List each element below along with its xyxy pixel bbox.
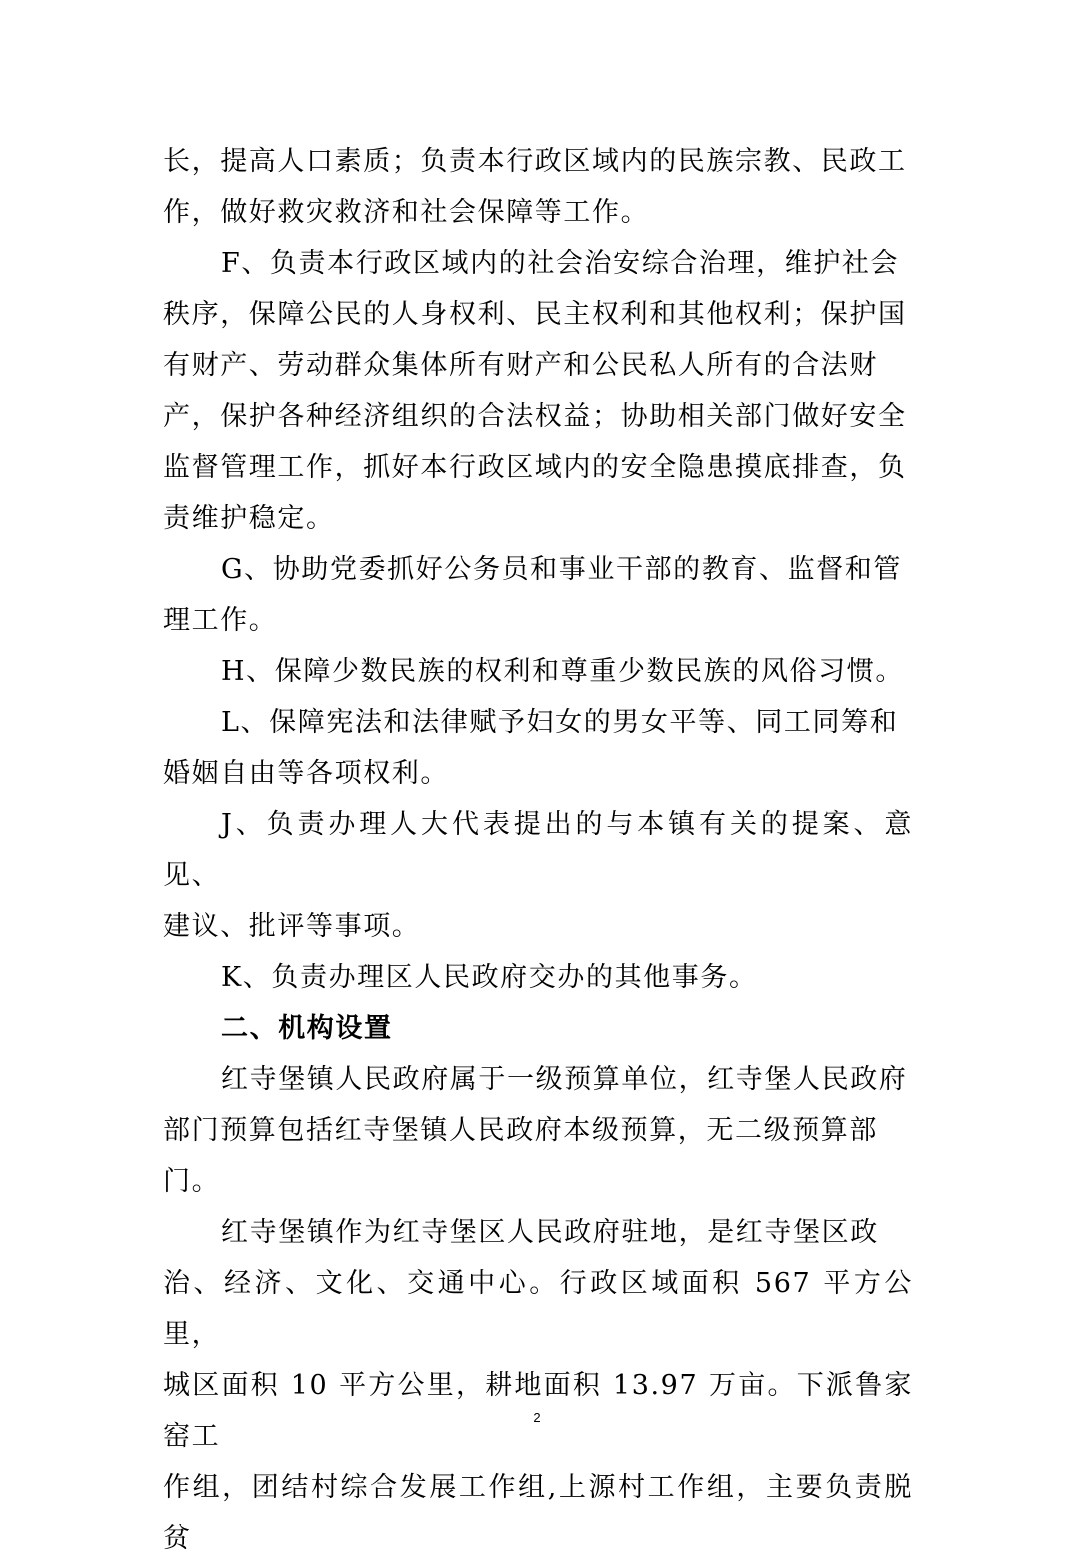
paragraph-item-f: F、负责本行政区域内的社会治安综合治理，维护社会 秩序，保障公民的人身权利、民主权利和其他权利；保护国 有财产、劳动群众集体所有财产和公民私人所有的合法财 产，保护各种经济组织的合法权益；协助相关部门做好安全 监督管理工作，抓好本行政区域内的安全隐患摸底排查，负 责维护稳定。 [163, 248, 907, 534]
page-number: 2 [533, 1410, 541, 1425]
document-body [163, 136, 913, 1564]
paragraph-budget-unit: 红寺堡镇人民政府属于一级预算单位，红寺堡人民政府 部门预算包括红寺堡镇人民政府本级预算，无二级预算部 门。 [163, 1064, 908, 1197]
section-heading: 二、机构设置 [221, 1013, 393, 1044]
paragraph-item-l: L、保障宪法和法律赋予妇女的男女平等、同工同筹和 婚姻自由等各项权利。 [163, 707, 899, 789]
paragraph-item-j: J、负责办理人大代表提出的与本镇有关的提案、意见、 建议、批评等事项。 [163, 809, 913, 942]
paragraph-item-g: G、协助党委抓好公务员和事业干部的教育、监督和管 理工作。 [163, 554, 902, 636]
paragraph-continued: 长，提高人口素质；负责本行政区域内的民族宗教、民政工 作，做好救灾救济和社会保障等工作。 [163, 146, 907, 228]
paragraph-item-h: H、保障少数民族的权利和尊重少数民族的风俗习惯。 [221, 656, 904, 687]
paragraph-item-k: K、负责办理区人民政府交办的其他事务。 [221, 962, 758, 993]
paragraph-town-overview: 红寺堡镇作为红寺堡区人民政府驻地，是红寺堡区政 治、经济、文化、交通中心。行政区域面积 567 平方公里， 城区面积 10 平方公里，耕地面积 13.97 万亩。下派鲁家窑工 作组，团结村综合发展工作组,上源村工作组，主要负责脱贫 [163, 1217, 913, 1554]
